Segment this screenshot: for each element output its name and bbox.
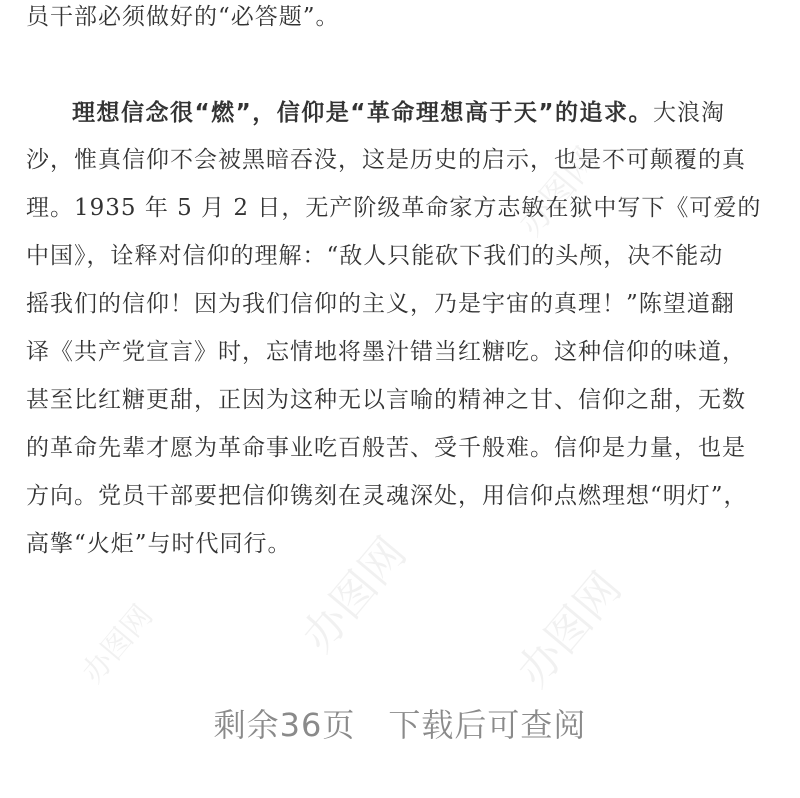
- watermark: 办图网: [510, 139, 607, 244]
- paragraph-heading-bold: 理想信念很“燃”，信仰是“革命理想高于天”的追求。: [72, 100, 653, 126]
- text-line-8: 甚至比红糖更甜，正因为这种无以言喻的精神之甘、信仰之甜，无数: [26, 387, 746, 413]
- paragraph-heading-rest: 大浪淘: [652, 100, 725, 126]
- text-line-1: 员干部必须做好的“必答题”。: [26, 4, 340, 30]
- remaining-pages-download-link[interactable]: 剩余36页 下载后可查阅: [213, 706, 587, 744]
- text-line-3: 沙，惟真信仰不会被黑暗吞没，这是历史的启示，也是不可颠覆的真: [26, 147, 746, 173]
- text-line-7: 译《共产党宣言》时，忘情地将墨汁错当红糖吃。这种信仰的味道，: [26, 339, 746, 365]
- paragraph-first-line: [72, 98, 776, 128]
- watermark: 办图网: [292, 527, 417, 662]
- watermark: 办图网: [507, 562, 632, 697]
- text-line-5: 中国》，诠释对信仰的理解：“敌人只能砍下我们的头颅，决不能动: [26, 243, 724, 269]
- text-line-9: 的革命先辈才愿为革命事业吃百般苦、受千般难。信仰是力量，也是: [26, 435, 746, 461]
- text-line-11: 高擎“火炬”与时代同行。: [26, 531, 292, 557]
- watermark: 办图网: [75, 598, 161, 690]
- text-line-6: 摇我们的信仰！因为我们信仰的主义，乃是宇宙的真理！”陈望道翻: [26, 291, 735, 317]
- text-line-4: 理。1935 年 5 月 2 日，无产阶级革命家方志敏在狱中写下《可爱的: [26, 195, 762, 221]
- text-line-10: 方向。党员干部要把信仰镌刻在灵魂深处，用信仰点燃理想“明灯”，: [26, 483, 748, 509]
